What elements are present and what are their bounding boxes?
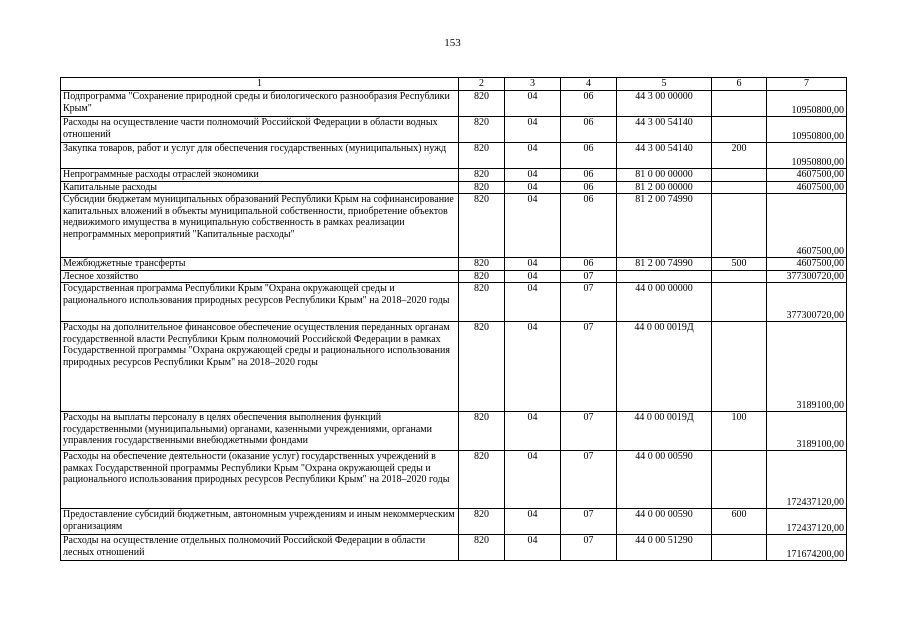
target-article: 44 3 00 54140 bbox=[617, 117, 712, 143]
admin-code: 820 bbox=[459, 258, 505, 271]
admin-code: 820 bbox=[459, 270, 505, 283]
column-header: 4 bbox=[561, 78, 617, 91]
table-row bbox=[61, 181, 847, 194]
target-article: 44 3 00 54140 bbox=[617, 143, 712, 169]
row-name: Государственная программа Республики Крым "Охрана окружающей среды и рационального использования природных ресурсов Республики Крым" на 2018–2020 годы bbox=[61, 283, 459, 322]
subsection-code: 07 bbox=[561, 535, 617, 561]
admin-code: 820 bbox=[459, 91, 505, 117]
target-article: 44 0 00 0019Д bbox=[617, 322, 712, 412]
amount: 3189100,00 bbox=[767, 412, 847, 451]
page-number: 153 bbox=[444, 37, 461, 49]
subsection-code: 07 bbox=[561, 509, 617, 535]
row-name: Расходы на обеспечение деятельности (оказание услуг) государственных учреждений в рамках Государственной программы Республики Крым "Охрана окружающей среды и рационального использования природных ресурсов Республики Крым" на 2018–2020 годы bbox=[61, 451, 459, 509]
amount: 4607500,00 bbox=[767, 181, 847, 194]
table-row bbox=[61, 169, 847, 182]
column-header: 1 bbox=[61, 78, 459, 91]
target-article: 81 2 00 74990 bbox=[617, 194, 712, 258]
section-code: 04 bbox=[505, 181, 561, 194]
section-code: 04 bbox=[505, 451, 561, 509]
target-article: 44 0 00 00590 bbox=[617, 509, 712, 535]
section-code: 04 bbox=[505, 117, 561, 143]
amount: 4607500,00 bbox=[767, 169, 847, 182]
target-article: 81 0 00 00000 bbox=[617, 169, 712, 182]
subsection-code: 07 bbox=[561, 322, 617, 412]
expense-type bbox=[712, 283, 767, 322]
expense-type bbox=[712, 117, 767, 143]
subsection-code: 07 bbox=[561, 451, 617, 509]
row-name: Закупка товаров, работ и услуг для обеспечения государственных (муниципальных) нужд bbox=[61, 143, 459, 169]
section-code: 04 bbox=[505, 143, 561, 169]
expense-type bbox=[712, 194, 767, 258]
section-code: 04 bbox=[505, 535, 561, 561]
row-name: Расходы на дополнительное финансовое обеспечение осуществления переданных органам государственной власти Республики Крым полномочий Российской Федерации в рамках Государственной программы "Охрана окружающей среды и рационального использования природных ресурсов Республики Крым" на 2018–2020 годы bbox=[61, 322, 459, 412]
subsection-code: 06 bbox=[561, 91, 617, 117]
admin-code: 820 bbox=[459, 535, 505, 561]
expense-type bbox=[712, 270, 767, 283]
subsection-code: 06 bbox=[561, 258, 617, 271]
admin-code: 820 bbox=[459, 194, 505, 258]
amount: 171674200,00 bbox=[767, 535, 847, 561]
expense-type bbox=[712, 169, 767, 182]
table-row bbox=[61, 412, 847, 451]
expense-type bbox=[712, 451, 767, 509]
row-name: Непрограммные расходы отраслей экономики bbox=[61, 169, 459, 182]
row-name: Расходы на осуществление части полномочий Российской Федерации в области водных отношений bbox=[61, 117, 459, 143]
expense-type bbox=[712, 322, 767, 412]
admin-code: 820 bbox=[459, 181, 505, 194]
subsection-code: 07 bbox=[561, 283, 617, 322]
table-row bbox=[61, 194, 847, 258]
section-code: 04 bbox=[505, 412, 561, 451]
admin-code: 820 bbox=[459, 412, 505, 451]
amount: 172437120,00 bbox=[767, 451, 847, 509]
subsection-code: 06 bbox=[561, 181, 617, 194]
section-code: 04 bbox=[505, 283, 561, 322]
subsection-code: 06 bbox=[561, 143, 617, 169]
amount: 377300720,00 bbox=[767, 283, 847, 322]
admin-code: 820 bbox=[459, 283, 505, 322]
expense-type bbox=[712, 91, 767, 117]
subsection-code: 06 bbox=[561, 169, 617, 182]
expense-type bbox=[712, 181, 767, 194]
table-row bbox=[61, 91, 847, 117]
table-row bbox=[61, 322, 847, 412]
admin-code: 820 bbox=[459, 169, 505, 182]
table-header-row bbox=[61, 78, 847, 91]
amount: 4607500,00 bbox=[767, 194, 847, 258]
table-row bbox=[61, 270, 847, 283]
table-row bbox=[61, 451, 847, 509]
target-article: 81 2 00 00000 bbox=[617, 181, 712, 194]
target-article: 44 0 00 0019Д bbox=[617, 412, 712, 451]
subsection-code: 07 bbox=[561, 412, 617, 451]
target-article: 44 0 00 51290 bbox=[617, 535, 712, 561]
subsection-code: 07 bbox=[561, 270, 617, 283]
column-header: 5 bbox=[617, 78, 712, 91]
section-code: 04 bbox=[505, 169, 561, 182]
amount: 4607500,00 bbox=[767, 258, 847, 271]
column-header: 7 bbox=[767, 78, 847, 91]
column-header: 2 bbox=[459, 78, 505, 91]
target-article: 44 3 00 00000 bbox=[617, 91, 712, 117]
target-article: 81 2 00 74990 bbox=[617, 258, 712, 271]
table-row bbox=[61, 509, 847, 535]
expense-type: 100 bbox=[712, 412, 767, 451]
row-name: Капитальные расходы bbox=[61, 181, 459, 194]
row-name: Субсидии бюджетам муниципальных образований Республики Крым на софинансирование капитальных вложений в объекты муниципальной собственности, приобретение объектов недвижимого имущества в муниципальную собственность в рамках реализации непрограммных мероприятий "Капитальные расходы" bbox=[61, 194, 459, 258]
amount: 172437120,00 bbox=[767, 509, 847, 535]
table-row bbox=[61, 258, 847, 271]
table-row bbox=[61, 143, 847, 169]
section-code: 04 bbox=[505, 258, 561, 271]
expense-type: 600 bbox=[712, 509, 767, 535]
target-article: 44 0 00 00590 bbox=[617, 451, 712, 509]
amount: 3189100,00 bbox=[767, 322, 847, 412]
expense-type: 200 bbox=[712, 143, 767, 169]
column-header: 6 bbox=[712, 78, 767, 91]
amount: 10950800,00 bbox=[767, 117, 847, 143]
row-name: Лесное хозяйство bbox=[61, 270, 459, 283]
target-article bbox=[617, 270, 712, 283]
subsection-code: 06 bbox=[561, 194, 617, 258]
admin-code: 820 bbox=[459, 509, 505, 535]
admin-code: 820 bbox=[459, 451, 505, 509]
budget-table bbox=[60, 77, 847, 561]
table-row bbox=[61, 283, 847, 322]
admin-code: 820 bbox=[459, 143, 505, 169]
row-name: Расходы на осуществление отдельных полномочий Российской Федерации в области лесных отношений bbox=[61, 535, 459, 561]
row-name: Подпрограмма "Сохранение природной среды и биологического разнообразия Республики Крым" bbox=[61, 91, 459, 117]
section-code: 04 bbox=[505, 270, 561, 283]
section-code: 04 bbox=[505, 91, 561, 117]
row-name: Межбюджетные трансферты bbox=[61, 258, 459, 271]
section-code: 04 bbox=[505, 322, 561, 412]
subsection-code: 06 bbox=[561, 117, 617, 143]
amount: 10950800,00 bbox=[767, 143, 847, 169]
amount: 10950800,00 bbox=[767, 91, 847, 117]
section-code: 04 bbox=[505, 509, 561, 535]
row-name: Расходы на выплаты персоналу в целях обеспечения выполнения функций государственными (муниципальными) органами, казенными учреждениями, органами управления государственными внебюджетными фондами bbox=[61, 412, 459, 451]
expense-type bbox=[712, 535, 767, 561]
target-article: 44 0 00 00000 bbox=[617, 283, 712, 322]
table-row bbox=[61, 117, 847, 143]
table-row bbox=[61, 535, 847, 561]
admin-code: 820 bbox=[459, 117, 505, 143]
amount: 377300720,00 bbox=[767, 270, 847, 283]
column-header: 3 bbox=[505, 78, 561, 91]
row-name: Предоставление субсидий бюджетным, автономным учреждениям и иным некоммерческим организациям bbox=[61, 509, 459, 535]
section-code: 04 bbox=[505, 194, 561, 258]
admin-code: 820 bbox=[459, 322, 505, 412]
expense-type: 500 bbox=[712, 258, 767, 271]
